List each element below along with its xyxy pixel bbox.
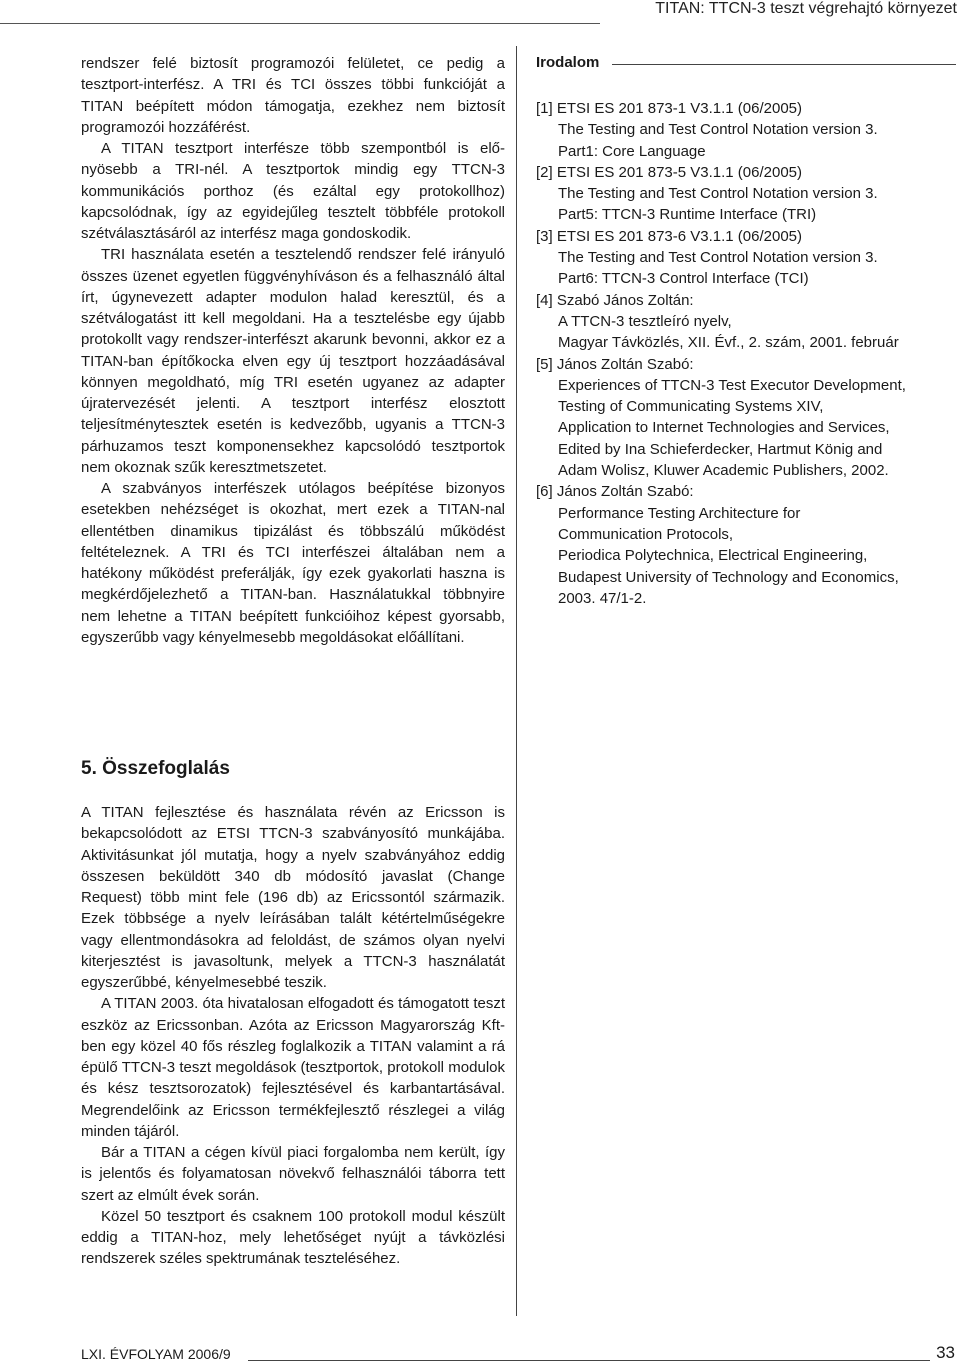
reference-line: The Testing and Test Control Notation version 3. (558, 249, 878, 267)
paragraph: A TITAN 2003. óta hivatalosan elfogadott és támogatott teszt eszköz az Ericssonban. Azóta az Ericsson Magyarország Kft-ben egy közel 40 fős részleg foglalkozik a TITAN valamint a rá épülő TTCN-3 teszt megoldások (tesztportok, protokoll modulok és kész tesztsorozatok) fejlesztésével és karbantartásával. Megrendelőink az Ericsson termékfejlesztő részlegei a világ minden tájáról. (81, 995, 505, 1140)
reference-line: Edited by Ina Schieferdecker, Hartmut König and (558, 440, 883, 458)
section-title: 5. Összefoglalás (81, 758, 230, 779)
reference-heading: [1] ETSI ES 201 873-1 V3.1.1 (06/2005) (536, 100, 803, 117)
reference-line: The Testing and Test Control Notation version 3. (558, 185, 878, 203)
paragraph: TRI használata esetén a tesztelendő rendszer felé irányuló összes üzenet egyetlen függvényhíváson és a felhasználó által írt, úgynevezett adapter modulon halad keresztül, és a szétválogatást itt kell megoldani. Ha a tesztelésbe egy újabb protokollt vagy rendszer-interfészt akarunk bevonni, akkor ez a TITAN-ban építőkocka elven egy új tesztport hozzáadásával könnyen megoldható, míg TRI esetén ugyanez az adapter újratervezését jelenti. A tesztport interfész elosztott teljesítménytesztek esetén is kedvezőbb, ugyanis a TTCN-3 párhuzamos teszt komponensekhez kapcsolódó tesztportok nem okoznak szűk keresztmetszetet. (81, 246, 505, 476)
reference-item (536, 481, 956, 609)
paragraph: rendszer felé biztosít programozói felületet, ce pedig a tesztport-interfész. A TRI és TCI összes többi funkcióját a TITAN beépített módon támogatja, ezekhez nem biztosít programozói hozzáférést. (81, 55, 505, 136)
references-section (536, 52, 956, 609)
reference-line: Application to Internet Technologies and Services, (558, 419, 890, 437)
reference-heading: [4] Szabó János Zoltán: (536, 291, 694, 309)
page-number: 33 (936, 1343, 955, 1362)
paragraph: A TITAN fejlesztése és használata révén az Ericsson is bekapcsolódott az ETSI TTCN-3 szabványosító munkájába. Aktivitásunkat jól mutatja, hogy a nyelv szabványához eddig összesen beküldött 340 db módosító javaslat (Change Request) több mint fele (196 db) az Ericssontól származik. Ezek többsége a nyelv leírásában talált kétértelműségekre vagy ellentmondásokra ad feloldást, de számos olyan nyelvi kiterjesztést is javasoltunk, melyek a TTCN-3 használatát egyszerűbbé, kényelmesebbé teszik. (81, 804, 505, 991)
column-divider (516, 46, 517, 1316)
references-title-rule (612, 64, 956, 65)
references-title-text: Irodalom (536, 54, 600, 71)
reference-list (536, 98, 956, 609)
reference-line: 2003. 47/1-2. (558, 589, 647, 607)
reference-line: Part1: Core Language (558, 142, 706, 160)
reference-heading: [3] ETSI ES 201 873-6 V3.1.1 (06/2005) (536, 227, 803, 245)
reference-line: Periodica Polytechnica, Electrical Engineering, (558, 547, 868, 565)
reference-item (536, 354, 956, 482)
reference-line: Adam Wolisz, Kluwer Academic Publishers, 2002. (558, 462, 889, 480)
paragraph: A szabványos interfészek utólagos beépítése bizonyos esetekben nehézséget is okozhat, mert ezek a TITAN-nal ellentétben dinamikus tipizálást és többszálú működést feltételeznek. A TRI és TCI interfészei általában nem a hatékony működést preferálják, így ezek gyakorlati haszna is megkérdőjelezhető a TITAN-ban. Használatukkal többnyire nem lehetne a TITAN beépített funkcióihoz képest gyorsabb, egyszerűbb vagy kényelmesebb megoldásokat előállítani. (81, 480, 505, 646)
reference-line: Performance Testing Architecture for (558, 504, 801, 522)
reference-line: Part5: TTCN-3 Runtime Interface (TRI) (558, 206, 817, 224)
paragraph: Bár a TITAN a cégen kívül piaci forgalomba nem került, így is jelentős és folyamatosan növekvő felhasználói táborra tett szert az elmúlt évek során. (81, 1144, 505, 1204)
running-header: TITAN: TTCN-3 teszt végrehajtó környezet (655, 0, 957, 17)
paragraph: Közel 50 tesztport és csaknem 100 protokoll modul készült eddig a TITAN-hoz, mely lehetőséget nyújt a távközlési rendszerek széles spektrumának teszteléséhez. (81, 1207, 505, 1268)
left-column-bottom (81, 802, 505, 1270)
paragraph: A TITAN tesztport interfésze több szempontból is előnyösebb a TRI-nél. A tesztportok mindig egy TTCN-3 kommunikációs porthoz (és ezáltal egy protokollhoz) kapcsolódnak, így az egyidejűleg tesztelt többféle protokoll szétválasztásáról az interfész maga gondoskodik. (81, 140, 505, 242)
reference-item (536, 290, 956, 354)
left-column-top (81, 53, 505, 648)
reference-item (536, 226, 956, 290)
reference-item (536, 98, 956, 162)
reference-item (536, 162, 956, 226)
reference-line: Magyar Távközlés, XII. Évf., 2. szám, 2001. február (558, 334, 899, 352)
footer-rule (248, 1360, 930, 1361)
references-title (536, 52, 956, 74)
reference-heading: [6] János Zoltán Szabó: (536, 483, 694, 501)
reference-heading: [5] János Zoltán Szabó: (536, 355, 694, 373)
header-rule (0, 23, 600, 24)
reference-line: Budapest University of Technology and Economics, (558, 568, 899, 586)
reference-heading: [2] ETSI ES 201 873-5 V3.1.1 (06/2005) (536, 163, 803, 181)
reference-line: Experiences of TTCN-3 Test Executor Development, (558, 376, 906, 394)
reference-line: Communication Protocols, (558, 525, 734, 543)
reference-line: A TTCN-3 tesztleíró nyelv, (558, 312, 732, 330)
reference-line: Testing of Communicating Systems XIV, (558, 398, 824, 416)
footer-volume: LXI. ÉVFOLYAM 2006/9 (81, 1346, 231, 1362)
reference-line: The Testing and Test Control Notation version 3. (558, 121, 878, 139)
reference-line: Part6: TTCN-3 Control Interface (TCI) (558, 270, 809, 288)
